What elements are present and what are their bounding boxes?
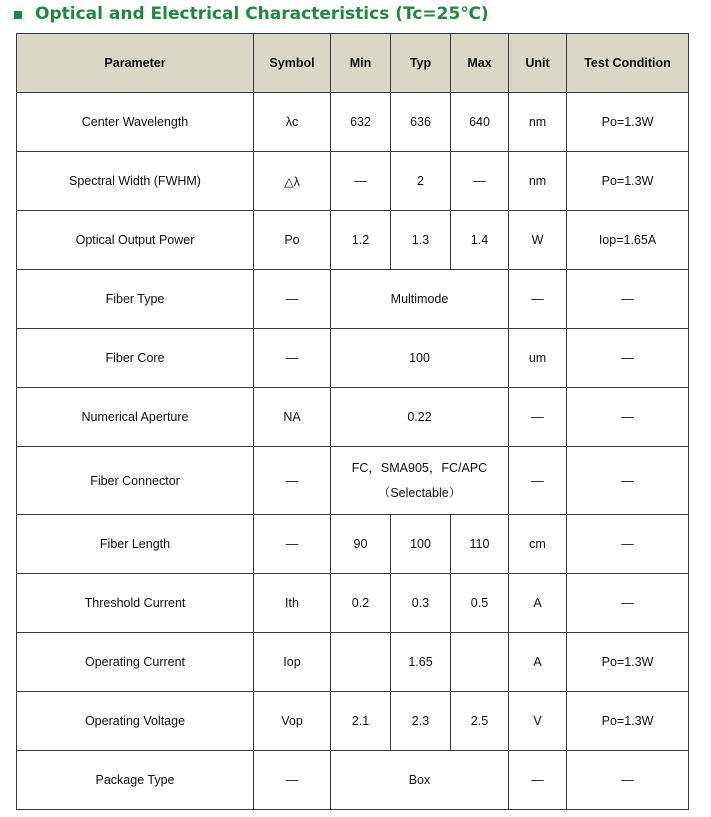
section-title: Optical and Electrical Characteristics (Tc=25℃) [35, 4, 489, 24]
cell-symbol: — [254, 329, 331, 388]
cell-parameter: Operating Current [17, 633, 254, 692]
table-row [17, 751, 689, 810]
table-row [17, 152, 689, 211]
header-test-condition: Test Condition [567, 34, 689, 93]
cell-unit: W [509, 211, 567, 270]
cell-typ: 636 [391, 93, 451, 152]
cell-condition: — [567, 270, 689, 329]
cell-typ: 0.3 [391, 574, 451, 633]
cell-symbol: — [254, 515, 331, 574]
header-typ: Typ [391, 34, 451, 93]
cell-condition: Po=1.3W [567, 93, 689, 152]
cell-parameter: Optical Output Power [17, 211, 254, 270]
cell-condition: Po=1.3W [567, 692, 689, 751]
table-header-row [17, 34, 689, 93]
cell-value-merged: Box [331, 751, 509, 810]
table-row [17, 211, 689, 270]
cell-condition: Iop=1.65A [567, 211, 689, 270]
cell-min: 2.1 [331, 692, 391, 751]
cell-min: 632 [331, 93, 391, 152]
cell-symbol: — [254, 447, 331, 515]
cell-max: 2.5 [451, 692, 509, 751]
cell-unit: A [509, 633, 567, 692]
cell-parameter: Fiber Connector [17, 447, 254, 515]
cell-min: 1.2 [331, 211, 391, 270]
cell-symbol: — [254, 751, 331, 810]
cell-max: 640 [451, 93, 509, 152]
cell-condition: — [567, 447, 689, 515]
cell-unit: V [509, 692, 567, 751]
cell-min: 0.2 [331, 574, 391, 633]
cell-value-merged: Multimode [331, 270, 509, 329]
connector-types: FC，SMA905，FC/APC [351, 460, 488, 475]
cell-parameter: Fiber Core [17, 329, 254, 388]
cell-condition: — [567, 515, 689, 574]
cell-unit: nm [509, 93, 567, 152]
cell-max: 1.4 [451, 211, 509, 270]
cell-symbol: Vop [254, 692, 331, 751]
cell-condition: — [567, 574, 689, 633]
cell-symbol: λc [254, 93, 331, 152]
cell-unit: — [509, 388, 567, 447]
header-min: Min [331, 34, 391, 93]
cell-unit: A [509, 574, 567, 633]
table-row [17, 633, 689, 692]
table-row [17, 515, 689, 574]
cell-parameter: Threshold Current [17, 574, 254, 633]
cell-max [451, 633, 509, 692]
cell-condition: — [567, 388, 689, 447]
cell-symbol: Iop [254, 633, 331, 692]
cell-condition: — [567, 751, 689, 810]
cell-symbol: — [254, 270, 331, 329]
connector-note: （Selectable） [377, 485, 462, 500]
cell-condition: — [567, 329, 689, 388]
header-parameter: Parameter [17, 34, 254, 93]
table-row [17, 447, 689, 515]
cell-parameter: Numerical Aperture [17, 388, 254, 447]
cell-max: — [451, 152, 509, 211]
cell-value-merged: 0.22 [331, 388, 509, 447]
cell-min: 90 [331, 515, 391, 574]
section-heading [14, 2, 489, 26]
cell-symbol: Ith [254, 574, 331, 633]
cell-typ: 2 [391, 152, 451, 211]
cell-symbol: Po [254, 211, 331, 270]
cell-value-merged: 100 [331, 329, 509, 388]
header-symbol: Symbol [254, 34, 331, 93]
cell-unit: cm [509, 515, 567, 574]
cell-unit: um [509, 329, 567, 388]
cell-max: 110 [451, 515, 509, 574]
cell-condition: Po=1.3W [567, 633, 689, 692]
square-bullet-icon [14, 11, 22, 19]
cell-value-merged [331, 447, 509, 515]
table-row [17, 270, 689, 329]
header-max: Max [451, 34, 509, 93]
characteristics-table [16, 33, 689, 810]
cell-typ: 2.3 [391, 692, 451, 751]
cell-unit: — [509, 751, 567, 810]
table-row [17, 692, 689, 751]
table-row [17, 93, 689, 152]
cell-parameter: Center Wavelength [17, 93, 254, 152]
table-row [17, 329, 689, 388]
cell-condition: Po=1.3W [567, 152, 689, 211]
cell-parameter: Operating Voltage [17, 692, 254, 751]
cell-min [331, 633, 391, 692]
cell-unit: nm [509, 152, 567, 211]
cell-unit: — [509, 270, 567, 329]
cell-parameter: Package Type [17, 751, 254, 810]
cell-typ: 100 [391, 515, 451, 574]
cell-parameter: Fiber Length [17, 515, 254, 574]
cell-parameter: Spectral Width (FWHM) [17, 152, 254, 211]
cell-typ: 1.65 [391, 633, 451, 692]
cell-symbol: △λ [254, 152, 331, 211]
table-row [17, 388, 689, 447]
header-unit: Unit [509, 34, 567, 93]
table-row [17, 574, 689, 633]
cell-symbol: NA [254, 388, 331, 447]
cell-min: — [331, 152, 391, 211]
cell-max: 0.5 [451, 574, 509, 633]
cell-parameter: Fiber Type [17, 270, 254, 329]
cell-typ: 1.3 [391, 211, 451, 270]
cell-unit: — [509, 447, 567, 515]
